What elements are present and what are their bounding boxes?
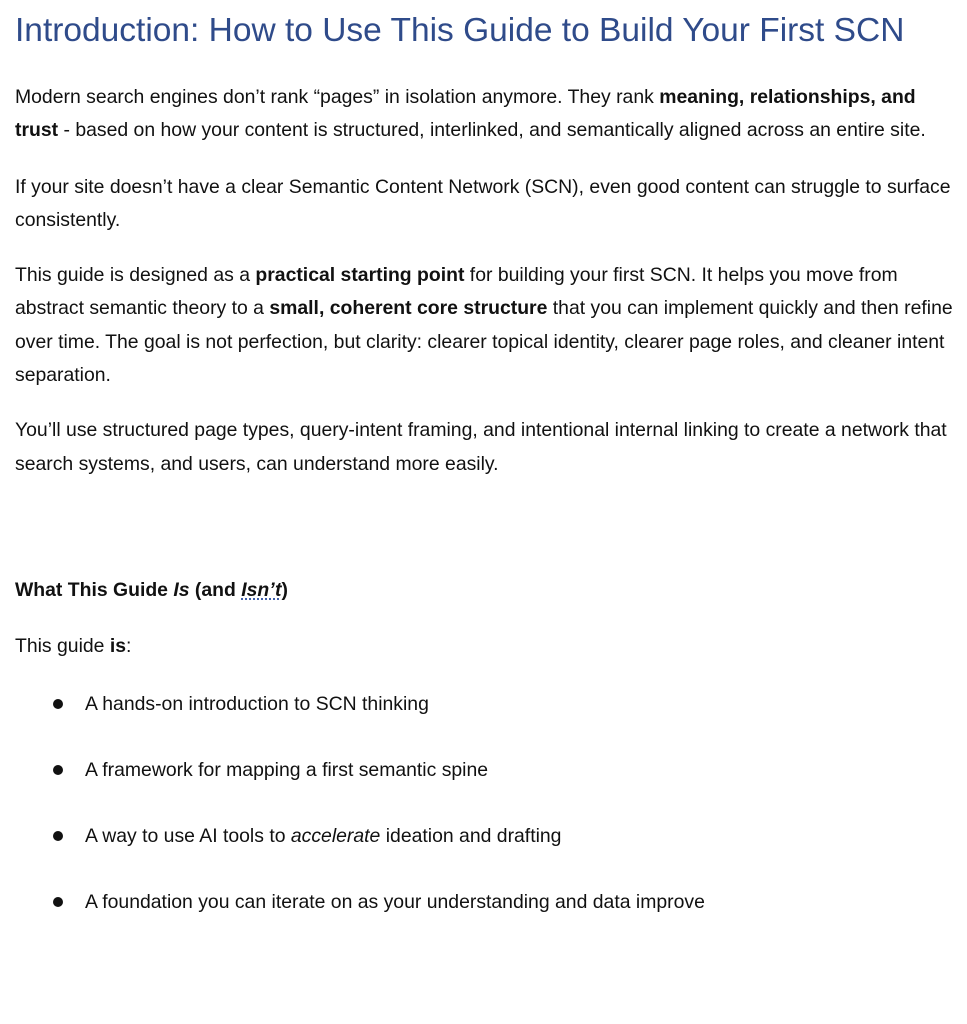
list-item [15,688,955,721]
heading-italic-spellcheck: Isn’t [241,578,282,601]
heading-italic: Is [173,578,190,601]
paragraph-intro [15,81,955,148]
bullet-list [15,688,955,920]
section-heading [15,574,955,607]
bold-text: small, coherent core structure [269,297,548,320]
bullet-icon [53,765,63,775]
bold-text: practical starting point [255,264,465,287]
paragraph-guide-purpose [15,259,955,392]
paragraph-text: for building your first SCN. It helps you move from abstract semantic theory to a [15,264,898,320]
list-item [15,820,955,853]
list-item-text: A hands-on introduction to SCN thinking [85,692,429,715]
italic-text: accelerate [290,825,381,848]
guide-is-label [15,630,955,663]
heading-text: (and [189,578,242,601]
heading-text: ) [281,578,288,601]
list-item [15,886,955,919]
document-page [15,0,955,953]
bullet-icon [53,897,63,907]
label-text: This guide [15,635,110,658]
list-item-text: A way to use AI tools to [85,825,291,848]
bold-text: is [109,635,127,658]
paragraph-text: Modern search engines don’t rank “pages” in isolation anymore. They rank [15,86,660,108]
paragraph-scn: If your site doesn’t have a clear Semantic Content Network (SCN), even good content can struggle to surface consistently. [15,175,951,231]
paragraph-network: You’ll use structured page types, query-intent framing, and intentional internal linking to create a network that search systems, and users, can understand more easily. [15,419,947,475]
paragraph-text: - based on how your content is structured, interlinked, and semantically aligned across an entire site. [58,119,926,142]
list-item-text: ideation and drafting [380,825,562,848]
heading-text: What This Guide [15,578,174,601]
label-text: : [126,635,132,658]
paragraph-text: This guide is designed as a [15,264,256,287]
bullet-icon [53,831,63,841]
list-item-text: A foundation you can iterate on as your understanding and data improve [85,891,705,914]
bullet-icon [53,699,63,709]
bold-text: meaning, relationships, and trust [15,86,916,142]
list-item [15,754,955,787]
list-item-text: A framework for mapping a first semantic spine [85,758,489,781]
paragraph-text: that you can implement quickly and then refine over time. The goal is not perfection, but clarity: clearer topical identity, clearer page roles, and cleaner intent separation. [15,297,953,387]
document-title: Introduction: How to Use This Guide to Build Your First SCN [15,12,905,49]
